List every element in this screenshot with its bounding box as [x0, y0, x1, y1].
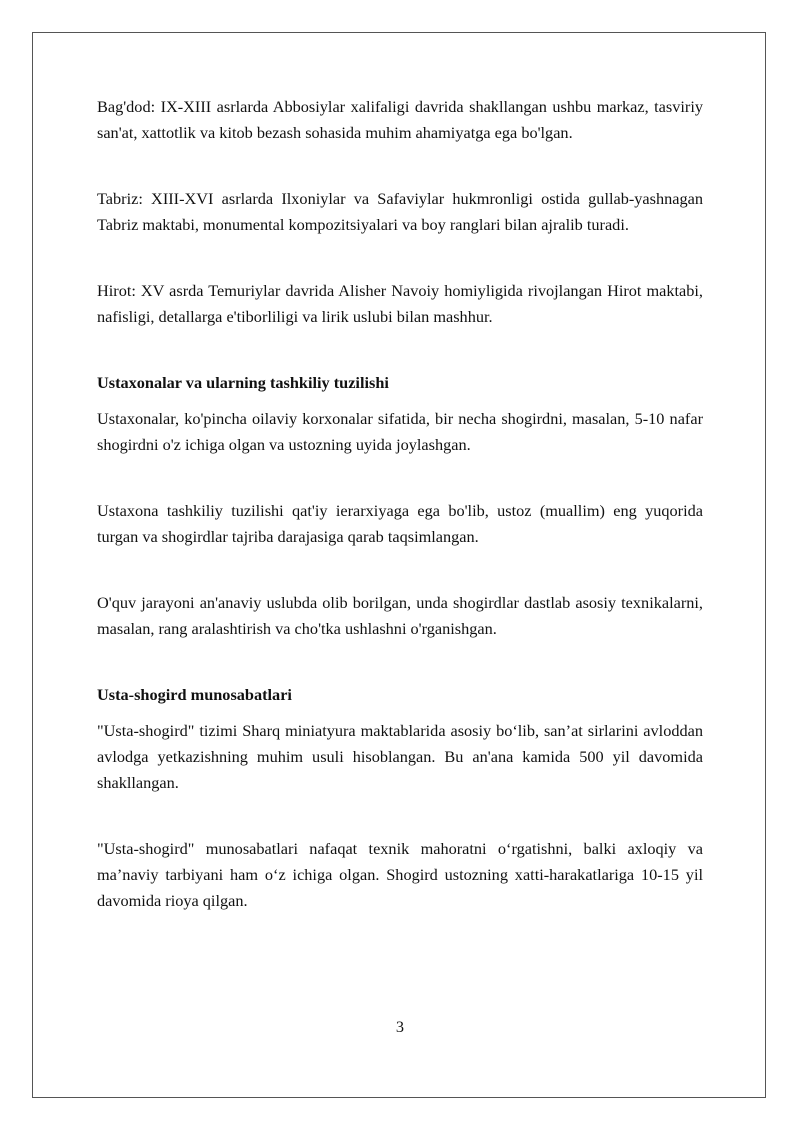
heading-master-apprentice: Usta-shogird munosabatlari: [97, 685, 292, 704]
paragraph-workshops-1: Ustaxonalar, ko'pincha oilaviy korxonalar sifatida, bir necha shogirdni, masalan, 5-10 nafar shogirdni o'z ichiga olgan va ustozning uyida joylashgan.: [97, 409, 703, 454]
heading-workshops: Ustaxonalar va ularning tashkiliy tuzilishi: [97, 373, 389, 392]
paragraph-baghdad: Bag'dod: IX-XIII asrlarda Abbosiylar xalifaligi davrida shakllangan ushbu markaz, tasviriy san'at, xattotlik va kitob bezash sohasida muhim ahamiyatga ega bo'lgan.: [97, 97, 703, 142]
page-content: [97, 94, 703, 914]
paragraph-workshops-2: Ustaxona tashkiliy tuzilishi qat'iy ierarxiyaga ega bo'lib, ustoz (muallim) eng yuqorida turgan va shogirdlar tajriba darajasiga qarab taqsimlangan.: [97, 501, 703, 546]
paragraph-master-apprentice-1: "Usta-shogird" tizimi Sharq miniatyura maktablarida asosiy bo‘lib, san’at sirlarini avloddan avlodga yetkazishning muhim usuli hisoblangan. Bu an'ana kamida 500 yil davomida shakllangan.: [97, 721, 703, 792]
paragraph-workshops-3: O'quv jarayoni an'anaviy uslubda olib borilgan, unda shogirdlar dastlab asosiy texnikalarni, masalan, rang aralashtirish va cho'tka ushlashni o'rganishgan.: [97, 593, 703, 638]
paragraph-herat: Hirot: XV asrda Temuriylar davrida Alisher Navoiy homiyligida rivojlangan Hirot maktabi, nafisligi, detallarga e'tiborliligi va lirik uslubi bilan mashhur.: [97, 281, 703, 326]
paragraph-tabriz: Tabriz: XIII-XVI asrlarda Ilxoniylar va Safaviylar hukmronligi ostida gullab-yashnagan Tabriz maktabi, monumental kompozitsiyalari va boy ranglari bilan ajralib turadi.: [97, 189, 703, 234]
page-number: 3: [395, 1017, 405, 1036]
paragraph-master-apprentice-2: "Usta-shogird" munosabatlari nafaqat texnik mahoratni o‘rgatishni, balki axloqiy va ma’naviy tarbiyani ham o‘z ichiga olgan. Shogird ustozning xatti-harakatlariga 10-15 yil davomida rioya qilgan.: [97, 839, 703, 910]
